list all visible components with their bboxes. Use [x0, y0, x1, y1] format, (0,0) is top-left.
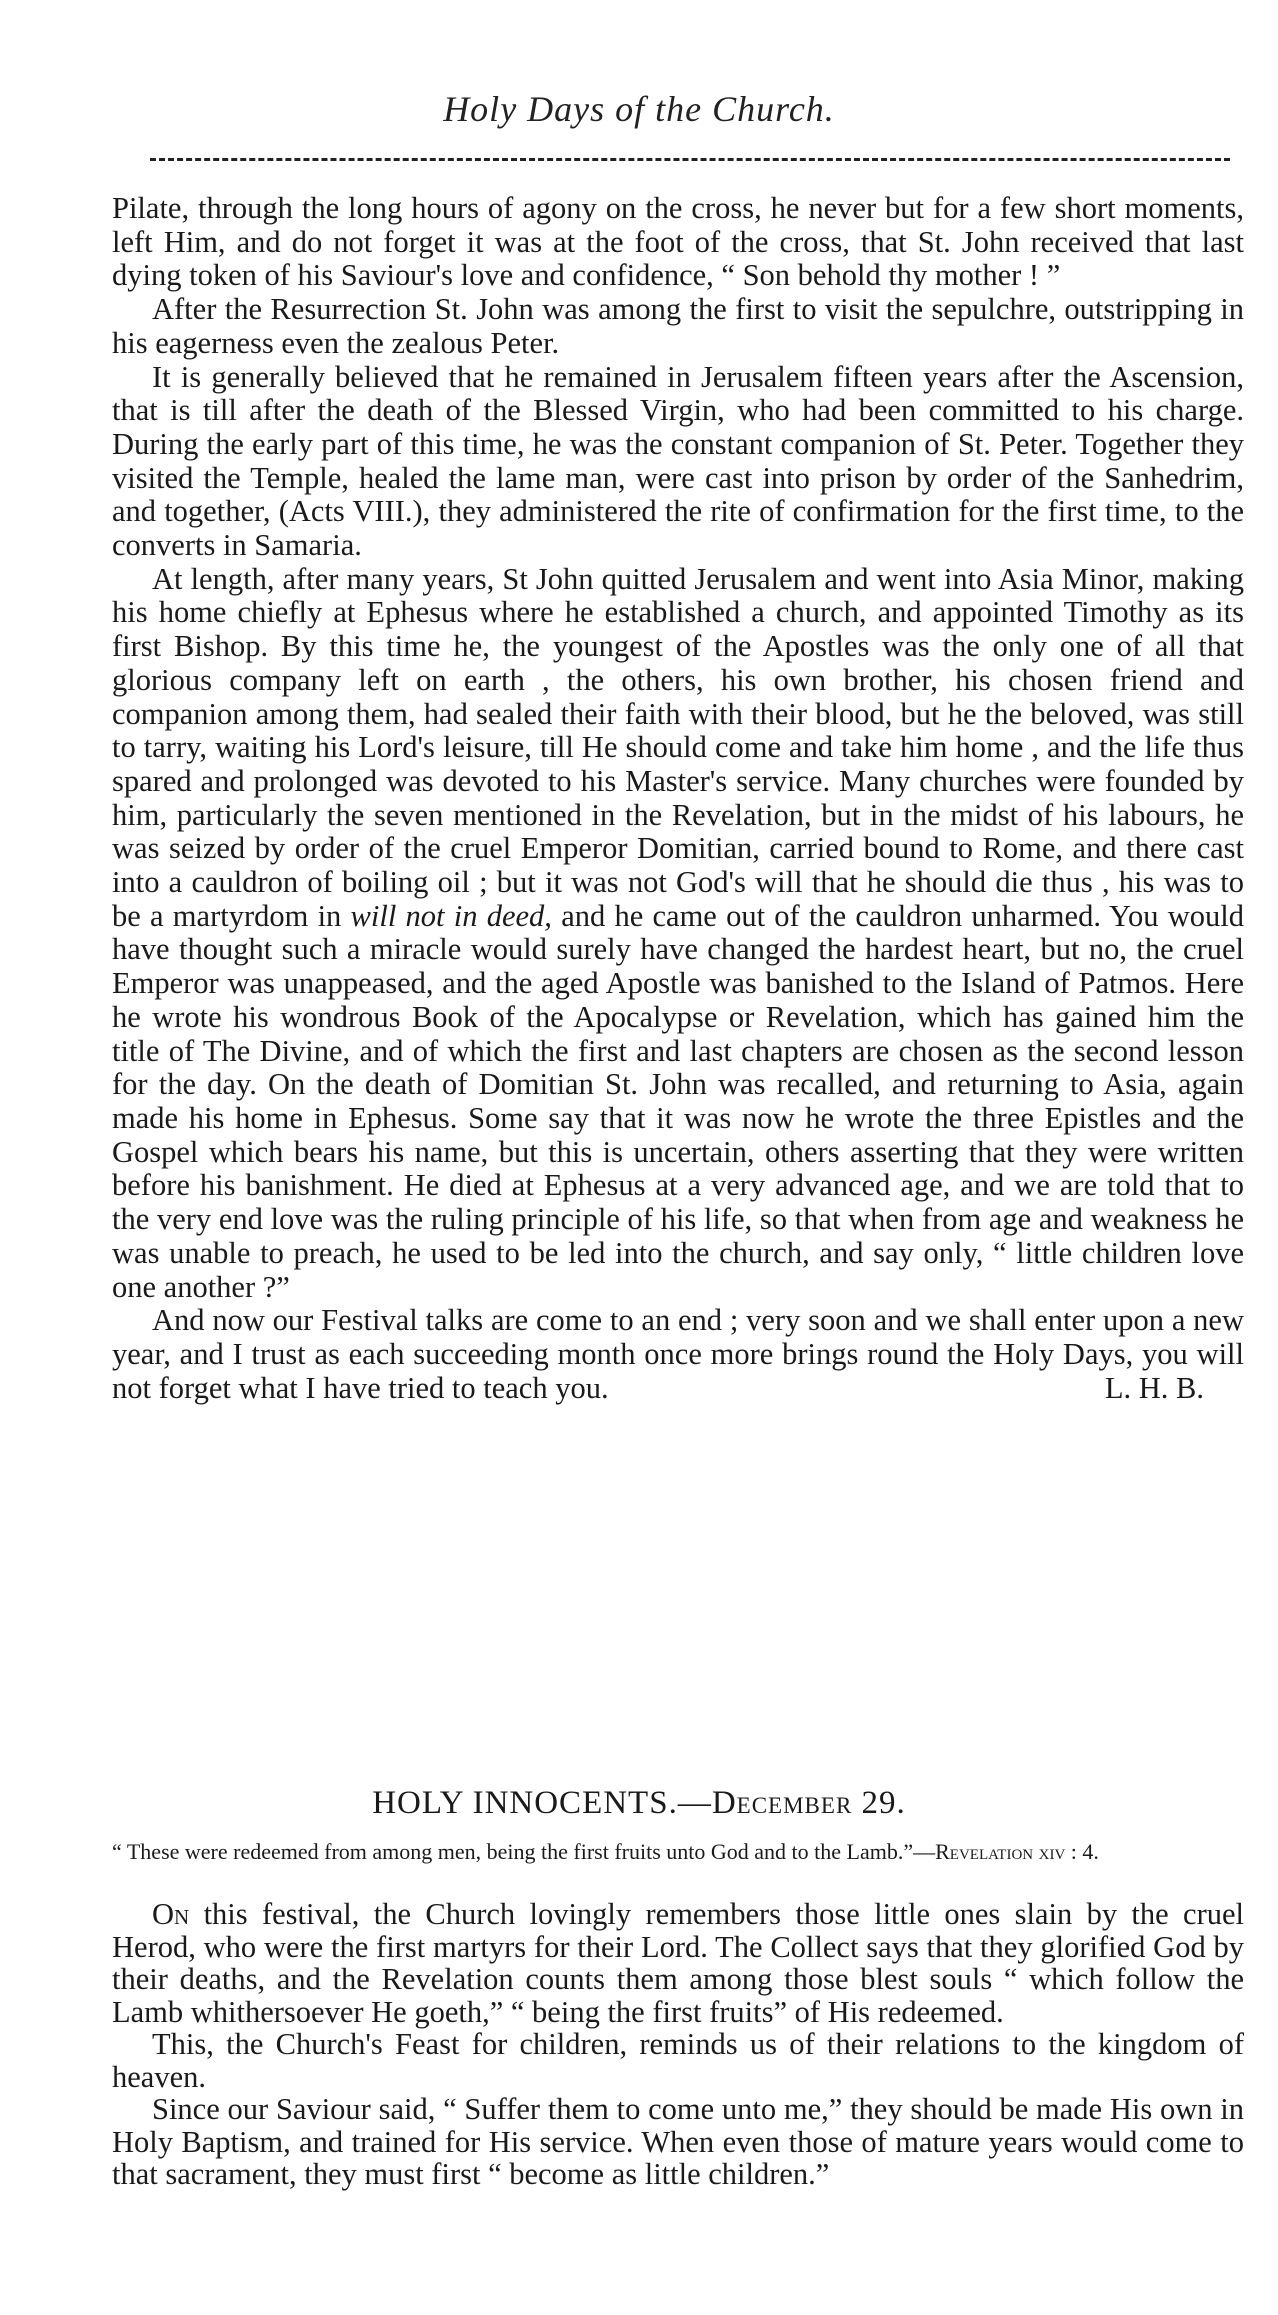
paragraph: [112, 563, 1244, 1304]
paragraph: After the Resurrection St. John was among the first to visit the sepulchre, outstripping in his eagerness even the zealous Peter.: [112, 292, 1244, 360]
paragraph: Pilate, through the long hours of agony on the cross, he never but for a few short moments, left Him, and do not forget it was at the foot of the cross, that St. John received that last dying token of his Saviour's love and confidence, “ Son behold thy mother ! ”: [112, 191, 1244, 293]
paragraph: It is generally believed that he remained in Jerusalem fifteen years after the Ascension, that is till after the death of the Blessed Virgin, who had been committed to his charge. During the early part of this time, he was the constant companion of St. Peter. Together they visited the Temple, healed the lame man, were cast into prison by order of the Sanhedrim, and together, (Acts VIII.), they administered the rite of confirmation for the first time, to the converts in Samaria.: [112, 359, 1244, 563]
text-run: At length, after many years, St John quitted Jerusalem and went into Asia Minor, making his home chiefly at Ephesus where he established a church, and appointed Timothy as its first Bishop. By this time he, the youngest of the Apostles was the only one of all that glorious company left on earth , the others, his own brother, his chosen friend and companion among them, had sealed their faith with their blood, but he the beloved, was still to tarry, waiting his Lord's leisure, till He should come and take him home , and the life thus spared and prolonged was devoted to his Master's service. Many churches were founded by him, particularly the seven mentioned in the Revelation, but in the midst of his labours, he was seized by order of the cruel Emperor Domitian, carried bound to Rome, and there cast into a cauldron of boiling oil ; but it was not God's will that he should die thus , his was to be a martyrdom in: [112, 561, 1244, 933]
section-title: [0, 1785, 1278, 1822]
section-title-text: HOLY INNOCENTS.—: [372, 1785, 712, 1821]
epigraph: [112, 1840, 1244, 1864]
article-st-john: [112, 192, 1244, 1405]
epigraph-reference: Revelation xiv : 4.: [935, 1839, 1099, 1864]
header-rule: [150, 158, 1230, 161]
epigraph-text: “ These were redeemed from among men, being the first fruits unto God and to the Lamb.”—: [112, 1839, 936, 1864]
running-head: Holy Days of the Church.: [443, 89, 835, 129]
text-run: and he came out of the cauldron unharmed. You would have thought such a miracle would surely have changed the hardest heart, but no, the cruel Emperor was unappeased, and the aged Apostle was banished to the Island of Patmos. Here he wrote his wondrous Book of the Apocalypse or Revelation, which has gained him the title of The Divine, and of which the first and last chapters are chosen as the second lesson for the day. On the death of Domitian St. John was recalled, and returning to Asia, again made his home in Ephesus. Some say that it was now he wrote the three Epistles and the Gospel which bears his name, but this is uncertain, others asserting that they were written before his banishment. He died at Ephesus at a very advanced age, and we are told that to the very end love was the ruling principle of his life, so that when from age and weakness he was unable to preach, he used to be led into the church, and say only, “ little children love one another ?”: [112, 898, 1245, 1304]
article-holy-innocents: [112, 1898, 1244, 2191]
emphasis-text: will not in deed,: [350, 898, 552, 933]
first-word: On: [152, 1897, 190, 1931]
text-run: And now our Festival talks are come to an end ; very soon and we shall enter upon a new year, and I trust as each succeeding month once more brings round the Holy Days, you will not forget what I have tried to teach you.: [112, 1303, 1244, 1405]
signature: L. H. B.: [1104, 1370, 1204, 1405]
paragraph: [112, 1898, 1244, 2028]
text-run: this festival, the Church lovingly remembers those little ones slain by the cruel Herod, who were the first martyrs for their Lord. The Collect says that they glorified God by their deaths, and the Revelation counts them among those blest souls “ which follow the Lamb whithersoever He goeth,” “ being the first fruits” of His redeemed.: [112, 1897, 1244, 2029]
section-date: December 29.: [711, 1785, 906, 1821]
paragraph: This, the Church's Feast for children, reminds us of their relations to the kingdom of heaven.: [112, 2027, 1244, 2094]
paragraph: Since our Saviour said, “ Suffer them to come unto me,” they should be made His own in Holy Baptism, and trained for His service. When even those of mature years would come to that sacrament, they must first “ become as little children.”: [112, 2092, 1244, 2191]
paragraph: [112, 1304, 1244, 1405]
